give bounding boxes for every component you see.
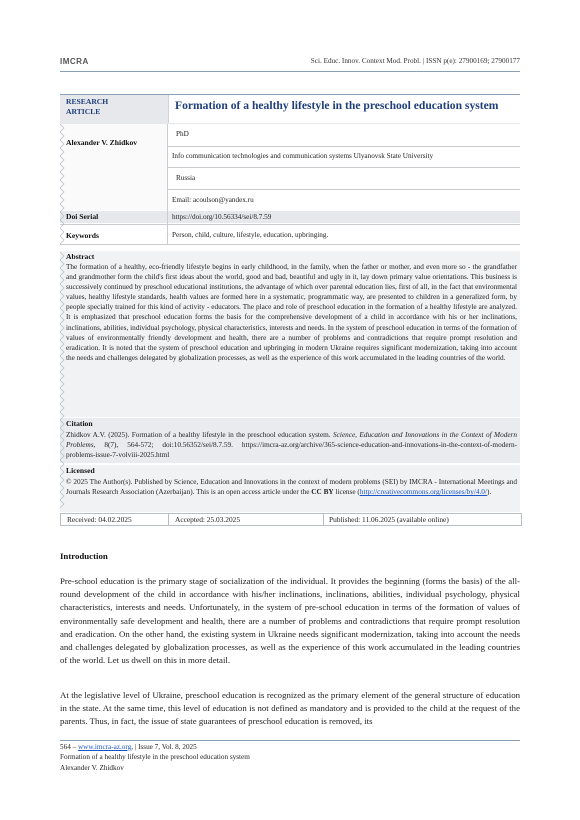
license-text: © 2025 The Author(s). Published by Science, Education and Innovations in the context of modern problems (SEI) by IMCRA - International Meetings and Journals Research Association (Azerbaijan). This is an open access article under the CC BY license (http://creativecommons.org/licenses/by/4.0/). (66, 478, 517, 497)
author-country: Russia (176, 174, 196, 182)
dates-row (60, 513, 522, 526)
doi-label: Doi Serial (66, 212, 99, 221)
author-name: Alexander V. Zhidkov (66, 138, 138, 147)
decorative-border (60, 124, 65, 244)
author-email: Email: acoulson@yandex.ru (172, 196, 254, 204)
author-cell (60, 124, 168, 210)
title-cell (168, 95, 521, 123)
column-divider (167, 124, 168, 245)
abstract-label: Abstract (66, 252, 95, 261)
abstract-text: The formation of a healthy, eco-friendly lifestyle begins in early childhood, in the family, when the father or mother, and even more so - the grandfather and grandmother form the child's first ideas about the world, good and bad, beautiful and ugly in it, lay down primary value orientations. This business is successively continued by preschool educational institutions, the advantage of which over parental education lies, first of all, in the fact that environmental values, healthy lifestyle standards, health values are formed here in a systematic, programmatic way, are presented to children in a generalized form, by people specially trained for this kind of activity - educators. The place and role of preschool education in the formation of a healthy lifestyle are analyzed. It is emphasized that preschool education forms the basis for the comprehensive development of a child in accordance with his or her inclinations, inclinations, abilities, individual psychology, physical characteristics, interests and needs. In the system of preschool education in terms of the formation of values of environmentally friendly development and health, there are a number of problems and contradictions that require prompt resolution and eradication. It is noted that the system of preschool education and upbringing in modern Ukraine requires significant modernization, taking into account the needs and challenges delegated by globalization processes, as well as the experience of this work accumulated in the leading countries of the world. (66, 263, 517, 362)
body-paragraph: At the legislative level of Ukraine, preschool education is recognized as the primary element of the general structure of education in the state. At the same time, this level of education is not defined as mandatory and is provided to the child at the request of the parents. Thus, in fact, the issue of state guarantees of preschool education is removed, its (60, 690, 520, 727)
author-degree: PhD (176, 130, 189, 138)
published-date: Published: 11.06.2025 (available online) (329, 515, 449, 524)
divider (168, 167, 520, 168)
divider (60, 244, 520, 245)
article-type-label: RESEARCH ARTICLE (66, 97, 109, 116)
footer-line-3: Alexander V. Zhidkov (60, 763, 124, 772)
author-affiliation: Info communication technologies and communication systems Ulyanovsk State University (172, 152, 434, 160)
received-date: Received: 04.02.2025 (67, 515, 132, 524)
body-paragraph: Pre-school education is the primary stage of socialization of the individual. It provides the beginning (forms the basis) of the all-round development of the child in accordance with his/her inclinations, inclinations, abilities, individual psychology, physical characteristics, interests and needs. Unfortunately, in the system of pre-school education in terms of the formation of values of environmentally safe development and health, there are a number of problems and contradictions that require prompt resolution and eradication. On the other hand, the existing system in Ukraine needs significant modernization, taking into account the needs and challenges delegated by globalization processes, as well as the experience of this work accumulated in the leading countries of the world. Let us dwell on this in more detail. (60, 576, 520, 666)
license-link[interactable]: http://creativecommons.org/licenses/by/4.0/ (359, 488, 487, 497)
doi-row (60, 211, 520, 223)
accepted-date: Accepted: 25.03.2025 (175, 515, 241, 524)
citation-label: Citation (66, 419, 93, 428)
keywords-value: Person, child, culture, lifestyle, education, upbringing. (172, 231, 329, 239)
doi-link[interactable]: https://doi.org/10.56334/sei/8.7.59 (172, 213, 272, 221)
keywords-label: Keywords (66, 231, 99, 240)
section-heading: Introduction (60, 551, 108, 561)
page-footer (60, 742, 520, 773)
footer-rule (60, 740, 520, 741)
license-label: Licensed (66, 466, 95, 475)
divider (60, 224, 520, 225)
running-header (60, 57, 520, 71)
header-rule (60, 71, 520, 72)
journal-logo: IMCRA (60, 57, 89, 66)
footer-line-2: Formation of a healthy lifestyle in the preschool education system (60, 753, 250, 762)
article-title: Formation of a healthy lifestyle in the preschool education system (175, 99, 499, 112)
divider (168, 146, 520, 147)
journal-info: Sci. Educ. Innov. Context Mod. Probl. | ISSN p(e): 27900169; 27900177 (310, 57, 520, 65)
footer-line-1: 564 – www.imcra-az.org, | Issue 7, Vol. 8, 2025 (60, 743, 197, 751)
divider (168, 514, 169, 525)
divider (323, 514, 324, 525)
citation-text: Zhidkov A.V. (2025). Formation of a healthy lifestyle in the preschool education system. Science, Education and Innovations in the Context of Modern Problems, 8(7), 564-572; doi:10.56352/sei/8.7.59. https://imcra-az.org/archive/365-science-education-and-innovations-in-the-context-of-modern-problems-issue-7-volviii-2025.html (66, 431, 517, 460)
decorative-border (60, 252, 65, 510)
divider (168, 189, 520, 190)
footer-site-link[interactable]: www.imcra-az.org (77, 743, 132, 751)
